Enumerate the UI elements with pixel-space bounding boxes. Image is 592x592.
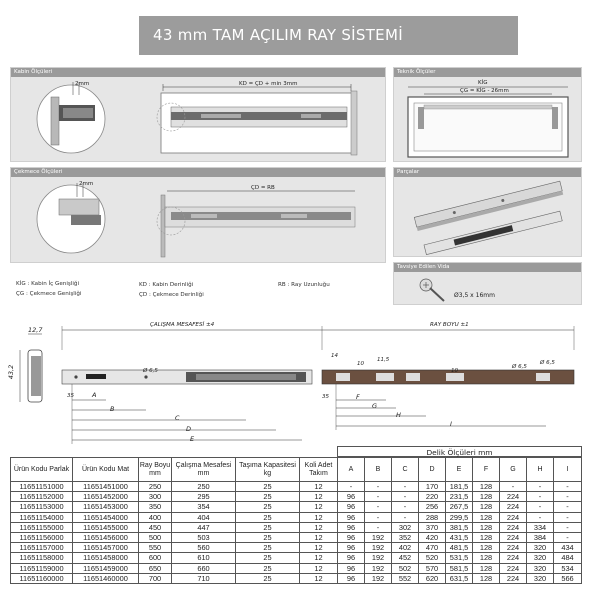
table-cell: 267,5	[446, 502, 473, 512]
dim-10-b: 10	[451, 368, 458, 374]
table-cell: 600	[139, 553, 172, 563]
table-cell: 370	[419, 522, 446, 532]
table-cell: -	[392, 482, 419, 492]
table-row	[11, 502, 582, 512]
table-cell: 250	[172, 482, 236, 492]
table-cell: 12	[300, 512, 338, 522]
table-row	[11, 522, 582, 532]
table-cell: 400	[139, 512, 172, 522]
table-cell: -	[554, 482, 582, 492]
header-col-h: H	[527, 458, 554, 482]
table-cell: 128	[473, 563, 500, 573]
table-cell: 25	[236, 532, 300, 542]
table-cell: 170	[419, 482, 446, 492]
legend-kig: KİG : Kabin İç Genişliği	[16, 281, 80, 287]
table-cell: 552	[392, 573, 419, 583]
table-cell: 12	[300, 563, 338, 573]
screw-size: Ø3,5 x 16mm	[454, 292, 495, 299]
table-cell: 96	[338, 512, 365, 522]
table-cell: 288	[419, 512, 446, 522]
table-cell: 128	[473, 512, 500, 522]
table-cell: 11651152000	[11, 492, 73, 502]
table-cell: 192	[365, 543, 392, 553]
table-cell: 500	[139, 532, 172, 542]
cabinet-panel-label: Kabin Ölçüleri	[11, 68, 385, 77]
header-col-b: B	[365, 458, 392, 482]
dim-6-5-c: Ø 6,5	[540, 360, 555, 366]
table-cell: -	[554, 502, 582, 512]
table-cell: 96	[338, 492, 365, 502]
table-cell: 320	[527, 563, 554, 573]
table-cell: 481,5	[446, 543, 473, 553]
table-cell: 224	[500, 522, 527, 532]
table-cell: -	[392, 512, 419, 522]
table-cell: -	[365, 522, 392, 532]
table-cell: 12	[300, 502, 338, 512]
table-cell: 25	[236, 573, 300, 583]
table-cell: 224	[500, 502, 527, 512]
table-cell: 334	[527, 522, 554, 532]
header-col-a: A	[338, 458, 365, 482]
table-cell: 181,5	[446, 482, 473, 492]
table-cell: 224	[500, 492, 527, 502]
page-title: 43 mm TAM AÇILIM RAY SİSTEMİ	[139, 16, 518, 55]
table-cell: 231,5	[446, 492, 473, 502]
table-cell: 12	[300, 532, 338, 542]
table-cell: 384	[527, 532, 554, 542]
table-cell: 11651453000	[73, 502, 139, 512]
table-cell: -	[365, 492, 392, 502]
dim-14: 14	[331, 353, 338, 359]
table-cell: -	[554, 492, 582, 502]
table-cell: 710	[172, 573, 236, 583]
rail-technical-drawing	[6, 320, 586, 448]
table-cell: 224	[500, 512, 527, 522]
drawer-drawing	[11, 177, 385, 263]
table-cell: 320	[527, 543, 554, 553]
parts-panel-label: Parçalar	[394, 168, 581, 177]
table-cell: 12	[300, 482, 338, 492]
table-cell: 11651157000	[11, 543, 73, 553]
dim-10-a: 10	[357, 361, 364, 367]
header-col-d: D	[419, 458, 446, 482]
dim-working-travel: ÇALIŞMA MESAFESİ ±4	[150, 322, 215, 328]
table-cell: 531,5	[446, 553, 473, 563]
table-row	[11, 532, 582, 542]
table-cell: 96	[338, 573, 365, 583]
table-cell: 452	[392, 553, 419, 563]
table-cell: 660	[172, 563, 236, 573]
table-cell: 25	[236, 502, 300, 512]
table-cell: 560	[172, 543, 236, 553]
table-cell: 620	[419, 573, 446, 583]
dim-letter-c: C	[175, 414, 180, 422]
table-cell: 534	[554, 563, 582, 573]
technical-dim-cg: ÇG = KİG - 26mm	[460, 88, 509, 94]
table-cell: 128	[473, 543, 500, 553]
table-cell: -	[365, 482, 392, 492]
table-cell: 256	[419, 502, 446, 512]
table-cell: 11651454000	[73, 512, 139, 522]
table-cell: 402	[392, 543, 419, 553]
table-cell: -	[554, 532, 582, 542]
table-cell: 11651456000	[73, 532, 139, 542]
table-cell: 302	[392, 522, 419, 532]
technical-dimensions-panel	[393, 67, 582, 162]
table-cell: -	[365, 512, 392, 522]
parts-drawing	[394, 177, 581, 257]
cabinet-dim-kd: KD = ÇD + min 3mm	[239, 81, 298, 87]
dim-thickness: 12,7	[28, 326, 43, 334]
table-cell: 192	[365, 553, 392, 563]
table-cell: 128	[473, 573, 500, 583]
dim-letter-e: E	[190, 435, 195, 443]
table-row	[11, 482, 582, 492]
table-cell: -	[554, 522, 582, 532]
table-cell: 434	[554, 543, 582, 553]
header-col-c: C	[392, 458, 419, 482]
header-col-g: G	[500, 458, 527, 482]
table-row	[11, 492, 582, 502]
cabinet-drawing	[11, 77, 385, 161]
table-cell: -	[554, 512, 582, 522]
table-cell: 354	[172, 502, 236, 512]
table-cell: 470	[419, 543, 446, 553]
dim-letter-f: F	[356, 393, 360, 401]
table-cell: 12	[300, 522, 338, 532]
table-cell: 447	[172, 522, 236, 532]
table-cell: 11651151000	[11, 482, 73, 492]
table-cell: 250	[139, 482, 172, 492]
parts-panel	[393, 167, 582, 257]
table-cell: 381,5	[446, 522, 473, 532]
technical-panel-label: Teknik Ölçüler	[394, 68, 581, 77]
table-cell: 520	[419, 553, 446, 563]
table-cell: 224	[500, 543, 527, 553]
table-cell: 450	[139, 522, 172, 532]
dim-letter-h: H	[396, 411, 401, 419]
dim-11-5: 11,5	[377, 357, 390, 363]
table-cell: -	[338, 482, 365, 492]
table-cell: 11651457000	[73, 543, 139, 553]
screw-icon	[418, 275, 448, 303]
legend-kd: KD : Kabin Derinliği	[139, 282, 194, 288]
dim-35-b: 35	[322, 394, 329, 400]
table-cell: 96	[338, 543, 365, 553]
table-row	[11, 573, 582, 583]
table-cell: 11651458000	[73, 553, 139, 563]
table-cell: 320	[527, 573, 554, 583]
table-row	[11, 553, 582, 563]
drawer-panel-label: Çekmece Ölçüleri	[11, 168, 385, 177]
header-col-i: I	[554, 458, 582, 482]
dim-letter-a: A	[92, 391, 97, 399]
header-sets: Koli Adet Takım	[300, 458, 338, 482]
dim-letter-g: G	[372, 402, 378, 410]
table-cell: 224	[500, 573, 527, 583]
table-cell: 11651154000	[11, 512, 73, 522]
dim-letter-b: B	[110, 405, 115, 413]
table-row	[11, 543, 582, 553]
table-cell: 11651160000	[11, 573, 73, 583]
table-cell: 25	[236, 563, 300, 573]
table-cell: 128	[473, 482, 500, 492]
table-cell: 220	[419, 492, 446, 502]
table-cell: 25	[236, 522, 300, 532]
spec-table	[10, 457, 582, 584]
table-cell: 299,5	[446, 512, 473, 522]
table-cell: 352	[392, 532, 419, 542]
table-cell: 484	[554, 553, 582, 563]
table-cell: 96	[338, 563, 365, 573]
table-cell: 224	[500, 553, 527, 563]
table-cell: -	[527, 512, 554, 522]
table-cell: 96	[338, 522, 365, 532]
header-capacity: Taşıma Kapasitesi kg	[236, 458, 300, 482]
table-cell: 11651452000	[73, 492, 139, 502]
table-row	[11, 563, 582, 573]
table-cell: 12	[300, 543, 338, 553]
drawer-dim-2mm: 2mm	[79, 181, 94, 187]
table-cell: 431,5	[446, 532, 473, 542]
legend-cd: ÇD : Çekmece Derinliği	[139, 292, 204, 298]
technical-dim-kig: KİG	[478, 80, 488, 86]
table-cell: 128	[473, 532, 500, 542]
table-cell: 224	[500, 532, 527, 542]
table-cell: 581,5	[446, 563, 473, 573]
table-cell: -	[392, 492, 419, 502]
table-cell: 350	[139, 502, 172, 512]
dim-height: 43,2	[7, 364, 16, 380]
cabinet-dim-2mm: 2mm	[75, 81, 90, 87]
table-cell: 700	[139, 573, 172, 583]
table-cell: 11651153000	[11, 502, 73, 512]
header-col-e: E	[446, 458, 473, 482]
table-cell: 404	[172, 512, 236, 522]
table-cell: 566	[554, 573, 582, 583]
table-cell: 128	[473, 502, 500, 512]
table-cell: 128	[473, 553, 500, 563]
screw-panel-label: Tavsiye Edilen Vida	[394, 263, 581, 272]
header-length: Ray Boyu mm	[139, 458, 172, 482]
dim-letter-i: I	[450, 420, 452, 428]
table-cell: 12	[300, 492, 338, 502]
table-cell: 25	[236, 492, 300, 502]
table-cell: 11651159000	[11, 563, 73, 573]
header-col-f: F	[473, 458, 500, 482]
table-cell: 192	[365, 573, 392, 583]
table-cell: -	[365, 502, 392, 512]
screw-panel	[393, 262, 582, 305]
legend-cg: ÇG : Çekmece Genişliği	[16, 291, 82, 297]
table-cell: 650	[139, 563, 172, 573]
table-cell: 25	[236, 482, 300, 492]
spec-table-body	[11, 482, 582, 584]
table-cell: -	[500, 482, 527, 492]
table-cell: -	[527, 502, 554, 512]
table-cell: 128	[473, 492, 500, 502]
table-cell: 11651460000	[73, 573, 139, 583]
table-cell: 25	[236, 512, 300, 522]
table-cell: 300	[139, 492, 172, 502]
dim-rail-length: RAY BOYU ±1	[430, 322, 469, 328]
table-cell: -	[392, 502, 419, 512]
drawer-dim-cd: ÇD = RB	[251, 185, 275, 191]
table-cell: 503	[172, 532, 236, 542]
table-cell: 11651155000	[11, 522, 73, 532]
table-cell: 128	[473, 522, 500, 532]
table-cell: 96	[338, 553, 365, 563]
table-cell: 11651451000	[73, 482, 139, 492]
table-cell: 610	[172, 553, 236, 563]
table-cell: 25	[236, 553, 300, 563]
table-cell: 96	[338, 532, 365, 542]
table-cell: 11651156000	[11, 532, 73, 542]
table-cell: -	[527, 492, 554, 502]
table-cell: 320	[527, 553, 554, 563]
table-cell: 224	[500, 563, 527, 573]
dim-6-5-a: Ø 6,5	[143, 368, 158, 374]
table-cell: 570	[419, 563, 446, 573]
header-travel: Çalışma Mesafesi mm	[172, 458, 236, 482]
drawer-dimensions-panel	[10, 167, 386, 263]
table-cell: 12	[300, 573, 338, 583]
dim-6-5-b: Ø 6,5	[512, 364, 527, 370]
table-header-row	[11, 458, 582, 482]
table-cell: 12	[300, 553, 338, 563]
table-cell: 11651459000	[73, 563, 139, 573]
legend-rb: RB : Ray Uzunluğu	[278, 282, 330, 288]
table-cell: 96	[338, 502, 365, 512]
table-cell: 11651158000	[11, 553, 73, 563]
table-cell: 420	[419, 532, 446, 542]
table-cell: 295	[172, 492, 236, 502]
table-cell: -	[527, 482, 554, 492]
table-cell: 11651455000	[73, 522, 139, 532]
table-cell: 192	[365, 563, 392, 573]
table-cell: 550	[139, 543, 172, 553]
table-cell: 192	[365, 532, 392, 542]
header-code-parlak: Ürün Kodu Parlak	[11, 458, 73, 482]
table-cell: 502	[392, 563, 419, 573]
table-row	[11, 512, 582, 522]
table-cell: 25	[236, 543, 300, 553]
dim-35-a: 35	[67, 393, 74, 399]
cabinet-dimensions-panel	[10, 67, 386, 162]
table-cell: 631,5	[446, 573, 473, 583]
holes-header: Delik Ölçüleri mm	[337, 446, 582, 457]
dim-letter-d: D	[186, 425, 192, 433]
header-code-mat: Ürün Kodu Mat	[73, 458, 139, 482]
